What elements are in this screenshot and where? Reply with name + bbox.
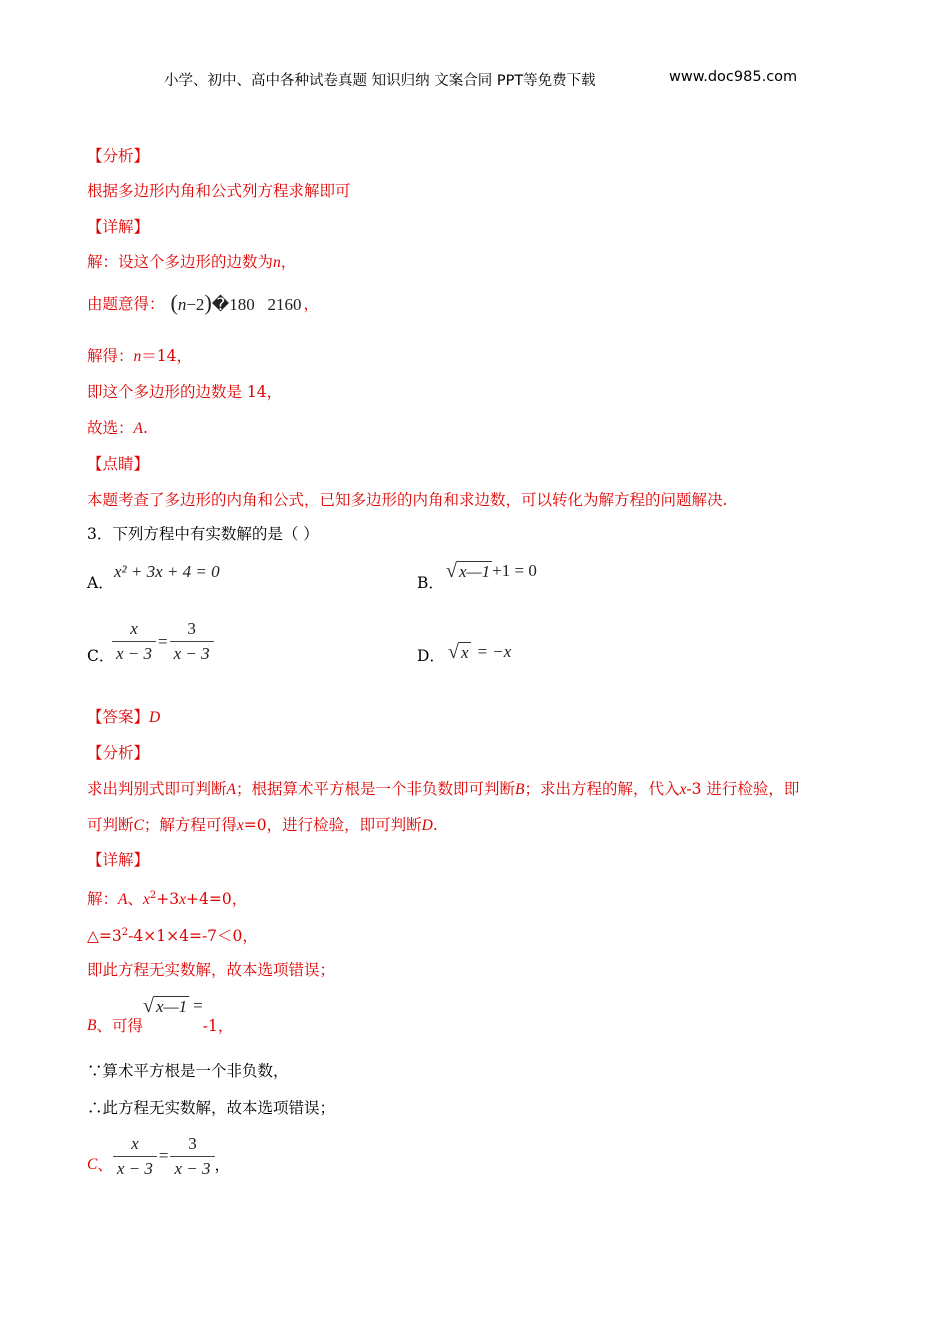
sqrt-icon: √ x—1 [142, 995, 188, 1017]
q2-line3: 解得：n＝14， [87, 347, 192, 365]
sqrt-icon: √ x [448, 641, 469, 663]
q3-optC-eq: $\frac{x}{x - 3}$ = $\frac{3}{x - 3}$ [112, 619, 214, 664]
q2-fenxi-tag: 【分析】 [87, 147, 150, 165]
q3-optA-eq: x² + 3x + 4 = 0 [114, 562, 220, 581]
q3-fenxi-line1: 求出判别式即可判断A；根据算术平方根是一个非负数即可判断B；求出方程的解，代入x-3 进行检验，即 [87, 780, 800, 798]
q3-xiangjie-tag: 【详解】 [87, 851, 150, 869]
q3-optC-label: C． [87, 647, 115, 665]
q3-fenxi-line2: 可判断C；解方程可得x=0，进行检验，即可判断D. [87, 816, 438, 834]
q3-stem: 3．下列方程中有实数解的是（ ） [87, 525, 319, 543]
q3-detail-line1: 解：A、$x^2+3x+4=0$， [87, 890, 248, 909]
q3-optD-label: D． [417, 647, 445, 665]
q2-line4: 即这个多边形的边数是 14， [87, 383, 283, 401]
q3-detail-line3: 即此方程无实数解，故本选项错误； [87, 961, 336, 979]
q3-answer: 【答案】D [87, 708, 161, 726]
q2-line5: 故选：A. [87, 419, 148, 437]
q2-line1: 解：设这个多边形的边数为n， [87, 253, 297, 271]
q3-optB-label: B． [417, 574, 444, 592]
q2-dianjing-text: 本题考查了多边形的内角和公式，已知多边形的内角和求边数，可以转化为解方程的问题解决. [87, 491, 728, 509]
q2-line2: 由题意得： (n−2)�180 2160 ， [87, 290, 319, 315]
q3-detail-line5: ∵算术平方根是一个非负数， [87, 1062, 289, 1080]
q3-fenxi-tag: 【分析】 [87, 744, 150, 762]
q3-optA-label: A． [87, 574, 114, 592]
q3-optB-eq: √ x—1 +1 = 0 [446, 560, 537, 582]
header-left: 小学、初中、高中各种试卷真题 知识归纳 文案合同 PPT等免费下载 [164, 73, 596, 89]
q3-detail-line2: $\triangle=3^2-4\times 1\times 4=-7<0$， [87, 927, 258, 946]
q2-fenxi-text: 根据多边形内角和公式列方程求解即可 [87, 182, 351, 200]
q3-optD-eq: √ x = −x [448, 641, 512, 663]
header-url: www.doc985.com [669, 69, 798, 85]
q3-detail-line4: B 、可得 √ x—1 = -1， [87, 995, 234, 1035]
q3-detail-line7: C 、 $\frac{x}{x - 3}$ = $\frac{3}{x - 3}$ ， [87, 1133, 231, 1178]
q2-dianjing-tag: 【点睛】 [87, 455, 150, 473]
sqrt-icon: √ x—1 [446, 560, 491, 582]
q2-xiangjie-tag: 【详解】 [87, 218, 150, 236]
q3-detail-line6: ∴此方程无实数解，故本选项错误； [87, 1099, 336, 1117]
q2-equation: (n−2)�180 2160 [170, 290, 302, 315]
